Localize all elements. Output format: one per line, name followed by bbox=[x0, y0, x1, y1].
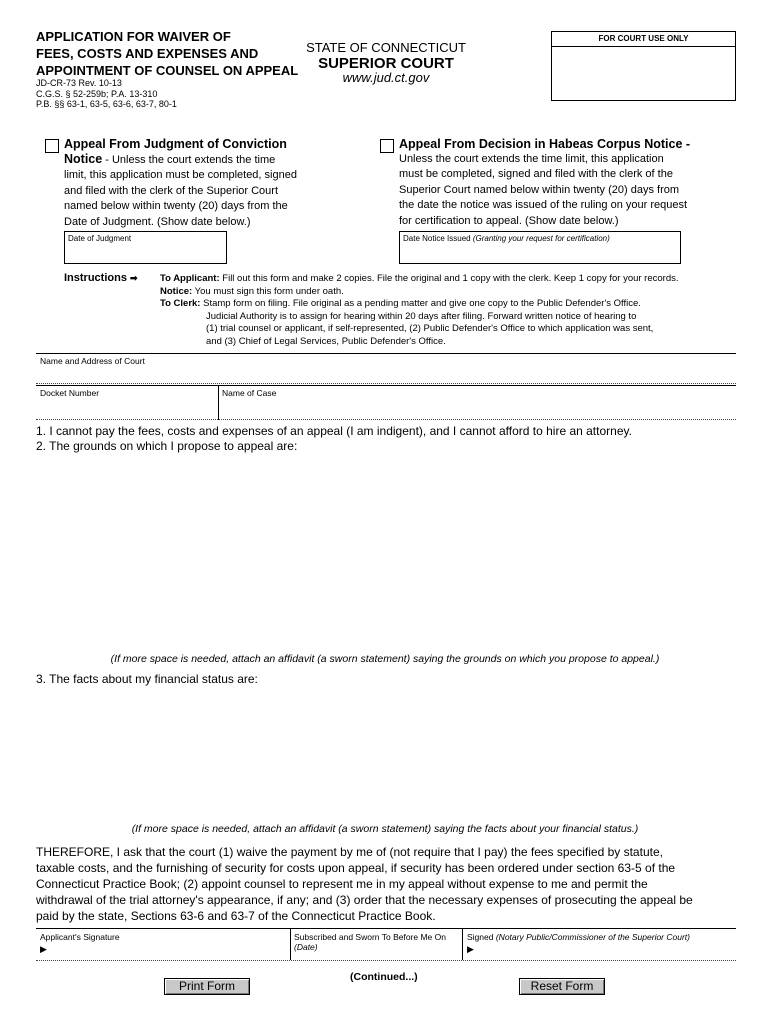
conviction-line-4: named below within twenty (20) days from the bbox=[64, 200, 288, 213]
therefore-line-4: withdrawal of the trial attorney's appearance, if any; and (3) order that the necessary expenses of prosecuting the appeal be bbox=[36, 893, 693, 907]
date-notice-issued-field[interactable] bbox=[399, 231, 681, 264]
grounds-textarea[interactable] bbox=[36, 456, 736, 646]
sworn-label: Subscribed and Sworn To Before Me On bbox=[294, 932, 446, 942]
clerk-line-2: Judicial Authority is to assign for hearing within 20 days after filing. Forward written notice of hearing to bbox=[206, 310, 637, 322]
cgs-ref: C.G.S. § 52-259b; P.A. 13-310 bbox=[36, 88, 158, 99]
sworn-date-field[interactable] bbox=[292, 930, 460, 958]
divider-top bbox=[36, 353, 736, 354]
instructions-label: Instructions bbox=[64, 272, 127, 284]
arrow-right-icon: ▶ bbox=[40, 944, 47, 954]
instructions-heading bbox=[64, 272, 138, 284]
state-name: STATE OF CONNECTICUT bbox=[306, 40, 466, 55]
title-line-1: APPLICATION FOR WAIVER OF bbox=[36, 29, 231, 44]
court-name: SUPERIOR COURT bbox=[318, 55, 454, 72]
website-url: www.jud.ct.gov bbox=[342, 70, 430, 85]
financial-textarea[interactable] bbox=[36, 690, 736, 820]
sworn-date-label: (Date) bbox=[294, 942, 318, 952]
therefore-line-2: taxable costs, and the furnishing of security for costs upon appeal, if security has been ordered under section 63-5 of the bbox=[36, 861, 676, 875]
arrow-right-icon: ▶ bbox=[467, 944, 474, 954]
docket-label: Docket Number bbox=[40, 388, 100, 398]
title-line-3: APPOINTMENT OF COUNSEL ON APPEAL bbox=[36, 63, 299, 78]
habeas-line-5: for certification to appeal. (Show date below.) bbox=[399, 214, 619, 227]
instructions-text bbox=[160, 273, 740, 348]
date-notice-note: (Granting your request for certification) bbox=[472, 234, 610, 243]
clerk-line-4: and (3) Chief of Legal Services, Public Defender's Office. bbox=[206, 335, 446, 347]
applicant-text: Fill out this form and make 2 copies. File the original and 1 copy with the clerk. Keep 1 copy for your records. bbox=[222, 273, 679, 284]
divider-docket bbox=[36, 385, 736, 386]
conviction-line-3: and filed with the clerk of the Superior Court bbox=[64, 184, 279, 197]
form-meta bbox=[36, 78, 177, 110]
court-use-box bbox=[551, 31, 736, 101]
arrow-right-icon: ➡ bbox=[130, 273, 138, 283]
conviction-line-5: Date of Judgment. (Show date below.) bbox=[64, 215, 251, 228]
docket-separator bbox=[218, 385, 219, 420]
divider-case bbox=[36, 419, 736, 420]
therefore-line-5: paid by the state, Sections 63-6 and 63-7 of the Connecticut Practice Book. bbox=[36, 909, 436, 923]
court-address-label: Name and Address of Court bbox=[40, 356, 145, 366]
court-use-label: FOR COURT USE ONLY bbox=[552, 32, 735, 47]
pb-ref: P.B. §§ 63-1, 63-5, 63-6, 63-7, 80-1 bbox=[36, 99, 177, 109]
court-address-field[interactable] bbox=[36, 356, 736, 382]
clerk-line-3: (1) trial counsel or applicant, if self-represented, (2) Public Defender's Office to which application was sent, bbox=[206, 323, 654, 334]
case-name-label: Name of Case bbox=[222, 388, 277, 398]
conviction-text bbox=[64, 152, 324, 230]
habeas-line-3: Superior Court named below within twenty (20) days from bbox=[399, 183, 680, 196]
habeas-title: Appeal From Decision in Habeas Corpus Notice - bbox=[399, 137, 691, 151]
conviction-title: Appeal From Judgment of Conviction bbox=[64, 137, 287, 151]
form-id: JD-CR-73 Rev. 10-13 bbox=[36, 78, 122, 88]
print-form-button[interactable]: Print Form bbox=[164, 978, 250, 995]
notice-text: You must sign this form under oath. bbox=[194, 285, 344, 297]
habeas-checkbox[interactable] bbox=[380, 139, 394, 153]
applicant-signature-field[interactable] bbox=[36, 930, 288, 958]
date-of-judgment-label: Date of Judgment bbox=[68, 234, 132, 243]
financial-note: (If more space is needed, attach an affidavit (a sworn statement) saying the facts about your financial status.) bbox=[131, 823, 639, 835]
divider-signature-top bbox=[36, 928, 736, 929]
notice-label: Notice: bbox=[160, 285, 193, 297]
statement-1: 1. I cannot pay the fees, costs and expenses of an appeal (I am indigent), and I cannot afford to hire an attorney. bbox=[36, 424, 632, 438]
divider-signature-bottom bbox=[36, 960, 736, 961]
conviction-checkbox[interactable] bbox=[45, 139, 59, 153]
applicant-signature-label: Applicant's Signature bbox=[40, 932, 120, 942]
therefore-line-3: Connecticut Practice Book; (2) appoint counsel to represent me in my appeal without expense to me and permit the bbox=[36, 877, 648, 891]
clerk-label: To Clerk: bbox=[160, 298, 201, 309]
grounds-note: (If more space is needed, attach an affidavit (a sworn statement) saying the grounds on which you propose to appeal.) bbox=[110, 653, 660, 665]
conviction-line-1: - Unless the court extends the time bbox=[102, 154, 276, 166]
signed-word: Signed bbox=[467, 932, 494, 942]
habeas-line-4: the date the notice was issued of the ruling on your request bbox=[399, 199, 688, 212]
habeas-line-1: Unless the court extends the time limit, this application bbox=[399, 153, 664, 165]
date-of-judgment-field[interactable] bbox=[64, 231, 227, 264]
notary-signature-field[interactable] bbox=[464, 930, 736, 958]
docket-number-field[interactable] bbox=[36, 388, 217, 418]
case-name-field[interactable] bbox=[222, 388, 736, 418]
statement-2: 2. The grounds on which I propose to appeal are: bbox=[36, 439, 298, 453]
signature-separator-1 bbox=[290, 928, 291, 960]
clerk-text: Stamp form on filing. File original as a pending matter and give one copy to the Public Defender's Office. bbox=[203, 298, 641, 309]
form-title bbox=[36, 28, 298, 79]
habeas-line-2: must be completed, signed and filed with the clerk of the bbox=[399, 168, 673, 181]
reset-form-button[interactable]: Reset Form bbox=[519, 978, 605, 995]
statement-3: 3. The facts about my financial status are: bbox=[36, 672, 258, 686]
notice-word: Notice bbox=[64, 152, 103, 166]
title-line-2: FEES, COSTS AND EXPENSES AND bbox=[36, 46, 259, 61]
signed-note: (Notary Public/Commissioner of the Superior Court) bbox=[495, 932, 690, 942]
signature-separator-2 bbox=[462, 928, 463, 960]
conviction-line-2: limit, this application must be completed, signed bbox=[64, 169, 297, 182]
therefore-paragraph bbox=[36, 844, 736, 924]
continued-label: (Continued...) bbox=[350, 971, 418, 983]
date-notice-label: Date Notice Issued bbox=[403, 234, 471, 243]
habeas-text bbox=[399, 152, 729, 229]
divider-court bbox=[36, 383, 736, 384]
therefore-line-1: THEREFORE, I ask that the court (1) waive the payment by me of (not require that I pay) the fees specified by statute, bbox=[36, 845, 663, 859]
applicant-label: To Applicant: bbox=[160, 273, 220, 284]
